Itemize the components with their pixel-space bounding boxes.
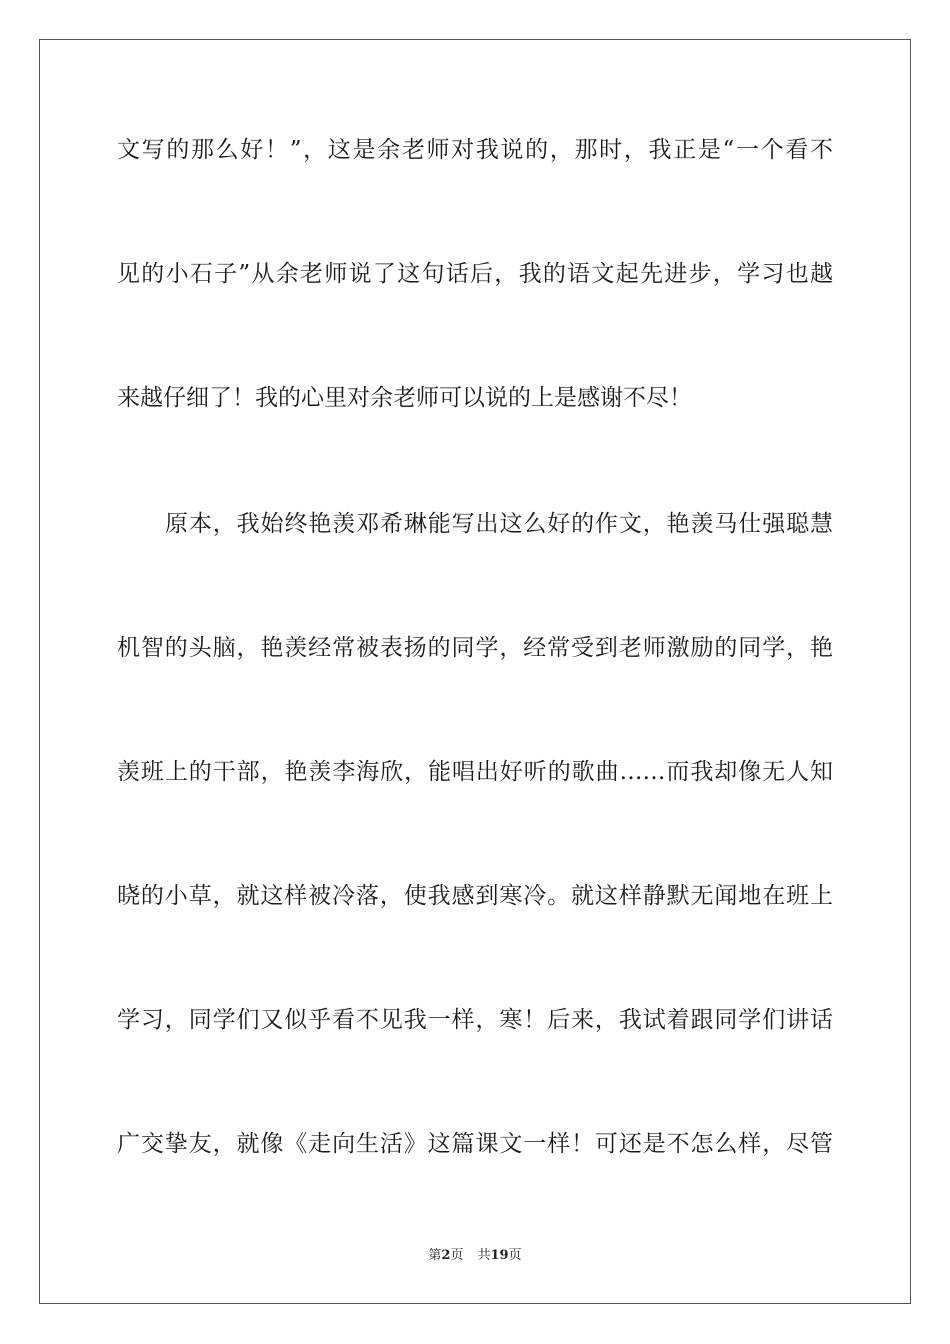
paragraph-line-4: 原本，我始终艳羡邓希琳能写出这么好的作文，艳羡马仕强聪慧 bbox=[165, 511, 833, 537]
paragraph-line-5: 机智的头脑，艳羡经常被表扬的同学，经常受到老师激励的同学，艳 bbox=[117, 635, 833, 661]
page-number: 2 bbox=[441, 1248, 451, 1263]
page-border bbox=[39, 39, 911, 1304]
paragraph-line-9: 广交挚友，就像《走向生活》这篇课文一样！可还是不怎么样，尽管 bbox=[117, 1131, 833, 1157]
paragraph-line-6: 羡班上的干部，艳羡李海欣，能唱出好听的歌曲……而我却像无人知 bbox=[117, 759, 833, 785]
page-footer bbox=[0, 1248, 950, 1264]
total-pages: 19 bbox=[490, 1248, 509, 1263]
paragraph-line-8: 学习，同学们又似乎看不见我一样，寒！后来，我试着跟同学们讲话 bbox=[117, 1007, 833, 1033]
paragraph-line-1: 文写的那么好！”，这是余老师对我说的，那时，我正是“一个看不 bbox=[117, 137, 833, 163]
page-prefix: 第 bbox=[428, 1248, 442, 1263]
total-suffix: 页 bbox=[508, 1248, 522, 1263]
total-prefix: 共 bbox=[477, 1248, 491, 1263]
paragraph-line-7: 晓的小草，就这样被冷落，使我感到寒冷。就这样静默无闻地在班上 bbox=[117, 883, 833, 909]
paragraph-line-3: 来越仔细了！我的心里对余老师可以说的上是感谢不尽！ bbox=[117, 385, 692, 411]
paragraph-line-2: 见的小石子”从余老师说了这句话后，我的语文起先进步，学习也越 bbox=[117, 261, 833, 287]
page-suffix: 页 bbox=[450, 1248, 464, 1263]
